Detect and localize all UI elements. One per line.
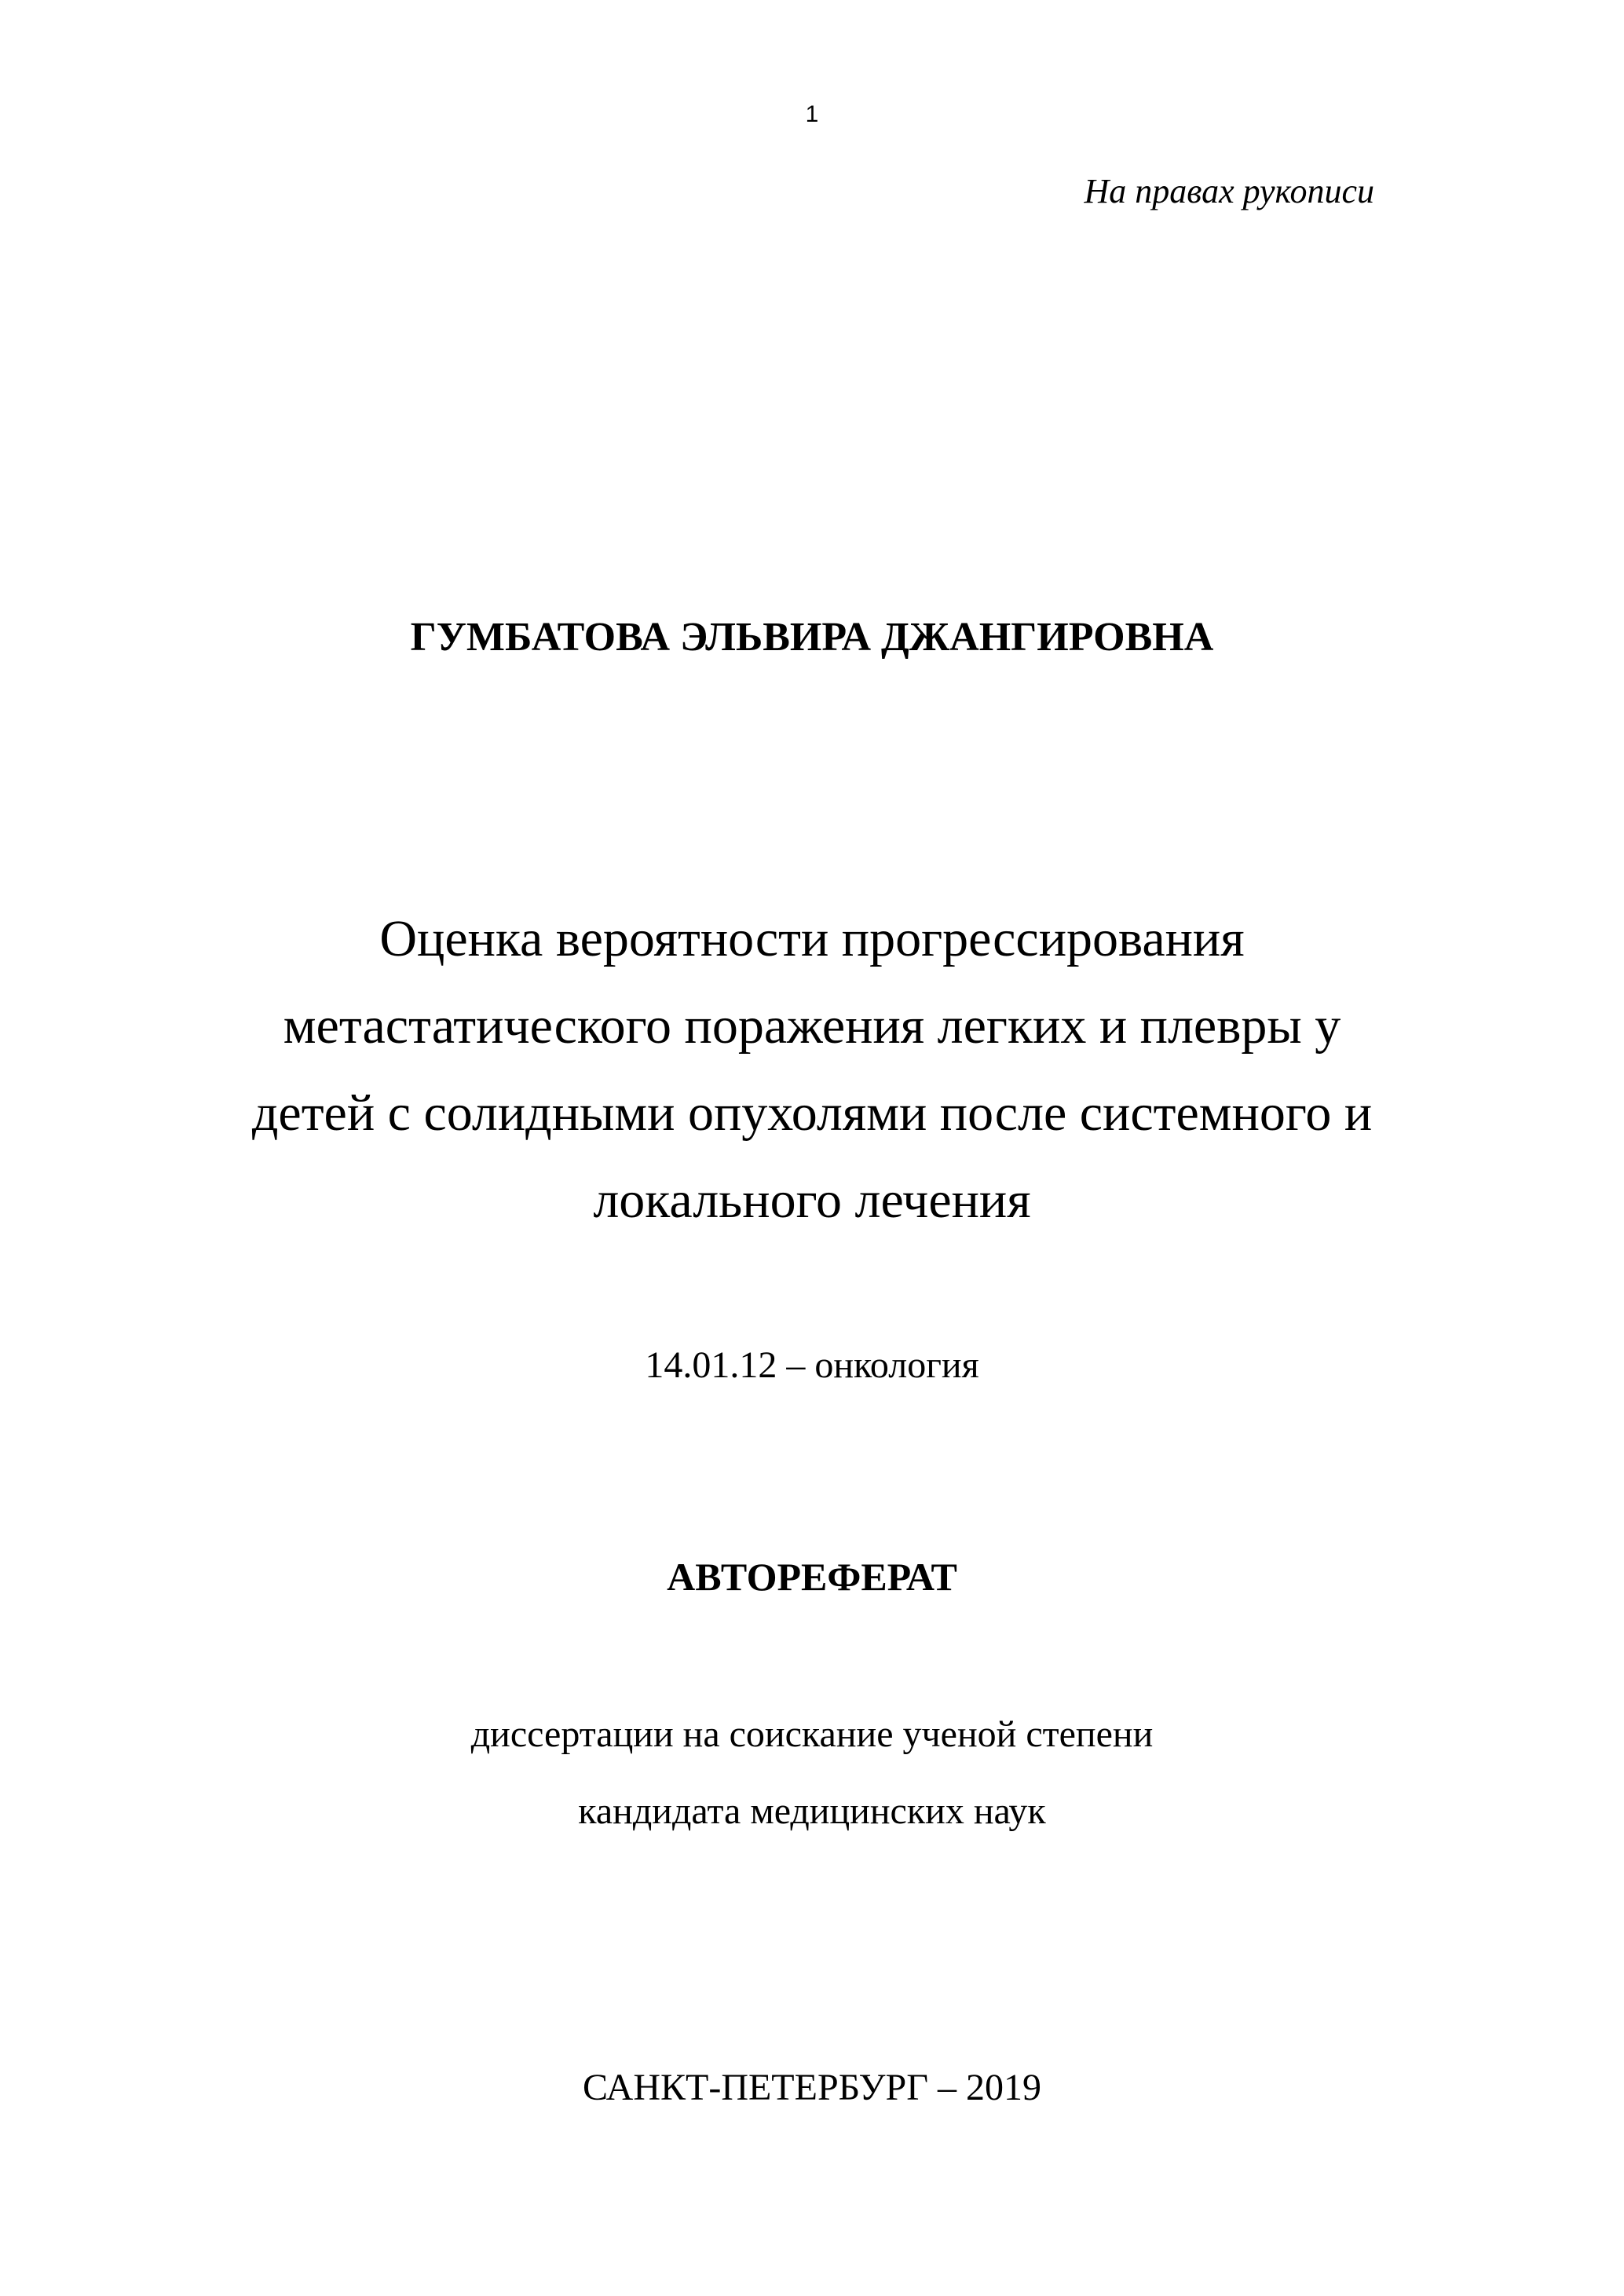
degree-description [0,1696,1624,1850]
title-line: локального лечения [593,1172,1031,1229]
dissertation-title [0,895,1624,1244]
specialty-code: 14.01.12 – онкология [645,1344,979,1386]
title-line: метастатического поражения легких и плевры у [283,997,1341,1055]
author-name: ГУМБАТОВА ЭЛЬВИРА ДЖАНГИРОВНА [410,615,1214,660]
degree-line: диссертации на соискание ученой степени [470,1713,1154,1755]
document-type: АВТОРЕФЕРАТ [667,1555,957,1599]
degree-line: кандидата медицинских наук [578,1790,1046,1832]
manuscript-note: На правах рукописи [1084,172,1374,210]
city-year: САНКТ-ПЕТЕРБУРГ – 2019 [583,2067,1041,2108]
title-line: детей с солидными опухолями после системного и [251,1084,1373,1142]
page-number: 1 [805,101,819,127]
title-line: Оценка вероятности прогрессирования [379,910,1245,967]
